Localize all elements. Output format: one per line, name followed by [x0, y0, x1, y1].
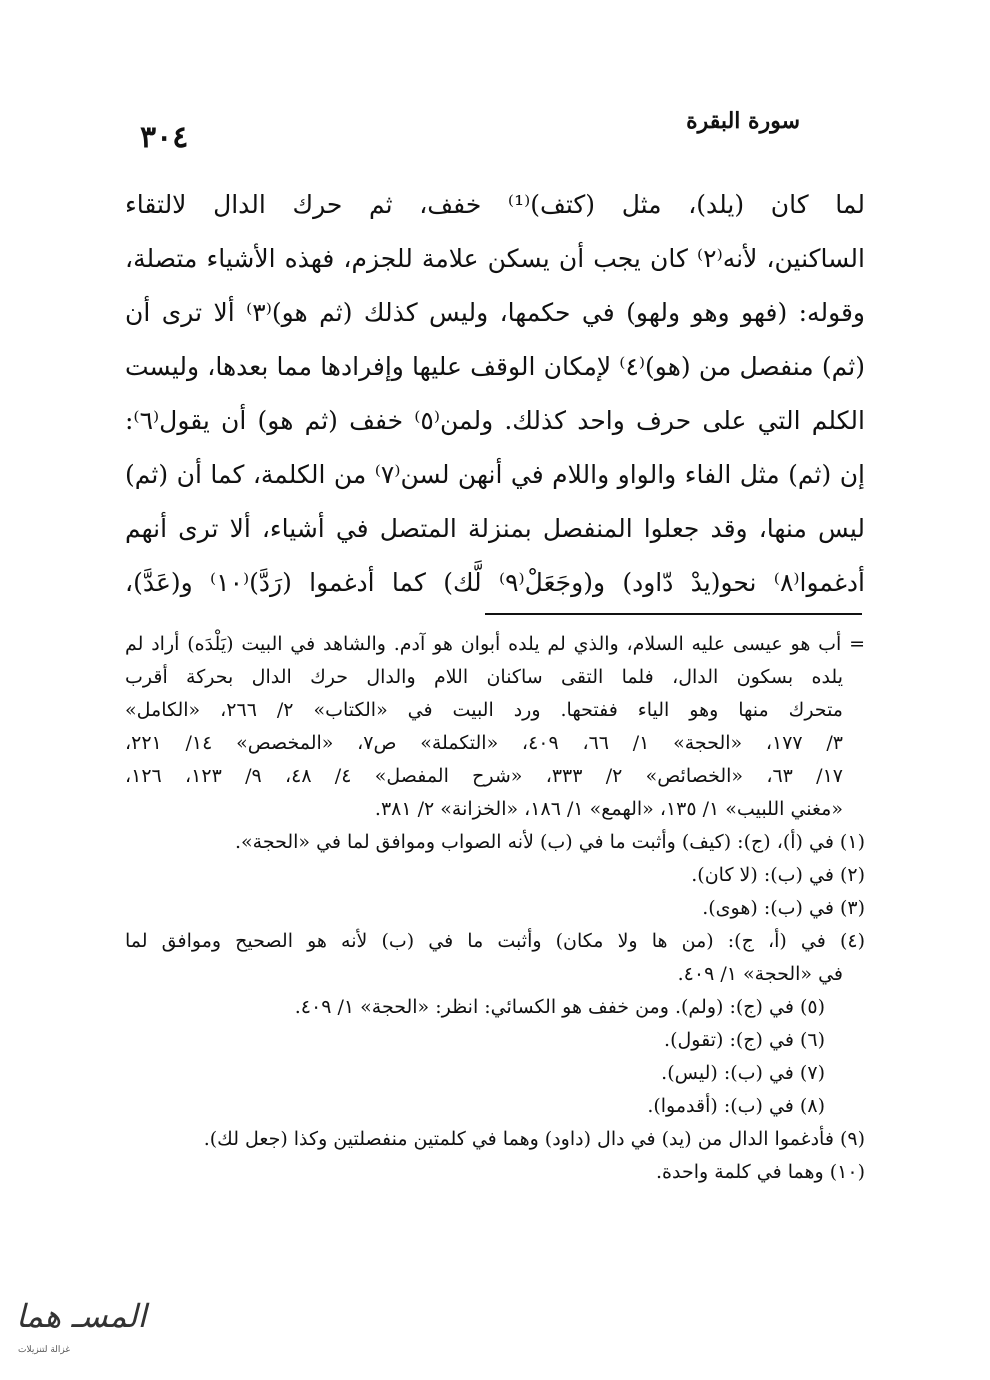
footnote-6: (٦) في (ج): (تقول). [664, 1029, 825, 1051]
page-number: ٣٠٤ [140, 120, 189, 155]
text-line: لما كان (يلد)، مثل (كتف)⁽¹⁾ خفف، ثم حرك الدال لالتقاء [125, 190, 865, 219]
stamp-subtext: غزالة لتنزيلات [18, 1345, 71, 1355]
footnote-continued-line: ٣/ ١٧٧، «الحجة» ١/ ٦٦، ٤٠٩، «التكملة» ص٧، «المخصص» ١٤/ ٢٢١، [125, 732, 843, 754]
text-line: الكلم التي على حرف واحد كذلك. ولمن⁽٥⁾ خفف (ثم هو) أن يقول⁽٦⁾: [125, 406, 865, 435]
text-line: إن (ثم) مثل الفاء والواو واللام في أنهن لسن⁽٧⁾ من الكلمة، كما أن (ثم) [125, 460, 865, 489]
text-line: أدغموا⁽٨⁾ نحو(يدْ دّاود) و(وجَعَلْ⁽٩⁾ لَّك) كما أدغموا (رَدَّ)⁽١٠⁾ و(عَدَّ)، [125, 568, 865, 597]
footnote-continued-line: ١٧/ ٦٣، «الخصائص» ٢/ ٣٣٣، «شرح المفصل» ٤/ ٤٨، ٩/ ١٢٣، ١٢٦، [125, 765, 843, 787]
footnote-2: (٢) في (ب): (لا كان). [691, 864, 865, 886]
footnotes [125, 628, 865, 1189]
main-text [125, 178, 865, 610]
footnote-continued-line: «مغني اللبيب» ١/ ١٣٥، «الهمع» ١/ ١٨٦، «الخزانة» ٢/ ٣٨١. [374, 798, 843, 820]
footnote-5: (٥) في (ج): (ولم). ومن خفف هو الكسائي: انظر: «الحجة» ١/ ٤٠٩. [294, 996, 825, 1018]
footnote-continued-line: يلده بسكون الدال، فلما التقى ساكنان اللام والدال حرك الدال بحركة أقرب [125, 666, 843, 688]
footnote-continued-line: متحرك منها وهو الياء ففتحها. ورد البيت في «الكتاب» ٢/ ٢٦٦، «الكامل» [125, 699, 843, 721]
surah-title: سورة البقرة [686, 108, 800, 134]
text-line: الساكنين، لأنه⁽٢⁾ كان يجب أن يسكن علامة للجزم، فهذه الأشياء متصلة، [125, 244, 865, 273]
text-line: ليس منها، وقد جعلوا المنفصل بمنزلة المتصل في أشياء، ألا ترى أنهم [125, 514, 865, 543]
footnote-3: (٣) في (ب): (هوى). [702, 897, 865, 919]
footnote-separator [485, 613, 862, 615]
footnote-7: (٧) في (ب): (ليس). [661, 1062, 825, 1084]
text-line: وقوله: (فهو وهو ولهو) في حكمها، وليس كذلك (ثم هو)⁽٣⁾ ألا ترى أن [125, 298, 865, 327]
library-stamp-logo [8, 1295, 158, 1365]
stamp-text: المسـ هما [16, 1297, 147, 1335]
footnote-continued-line: = أب هو عيسى عليه السلام، والذي لم يلده أبوان هو آدم. والشاهد في البيت (يَلْدَه) أراد لم [125, 633, 865, 655]
footnote-8: (٨) في (ب): (أقدموا). [647, 1095, 825, 1117]
page-header [120, 108, 870, 155]
footnote-1: (١) في (أ)، (ج): (كيف) وأثبت ما في (ب) لأنه الصواب وموافق لما في «الحجة». [234, 831, 865, 853]
text-line: (ثم) منفصل من (هو)⁽٤⁾ لإمكان الوقف عليها وإفرادها مما بعدها، وليست [125, 352, 865, 381]
footnote-4-continued: في «الحجة» ١/ ٤٠٩. [677, 963, 843, 985]
footnote-10: (١٠) وهما في كلمة واحدة. [656, 1161, 865, 1183]
footnote-4: (٤) في (أ، ج): (من ها ولا مكان) وأثبت ما في (ب) لأنه هو الصحيح وموافق لما [125, 930, 865, 952]
footnote-9: (٩) فأدغموا الدال من (يد) في دال (داود) وهما في كلمتين منفصلتين وكذا (جعل لك). [203, 1128, 865, 1150]
